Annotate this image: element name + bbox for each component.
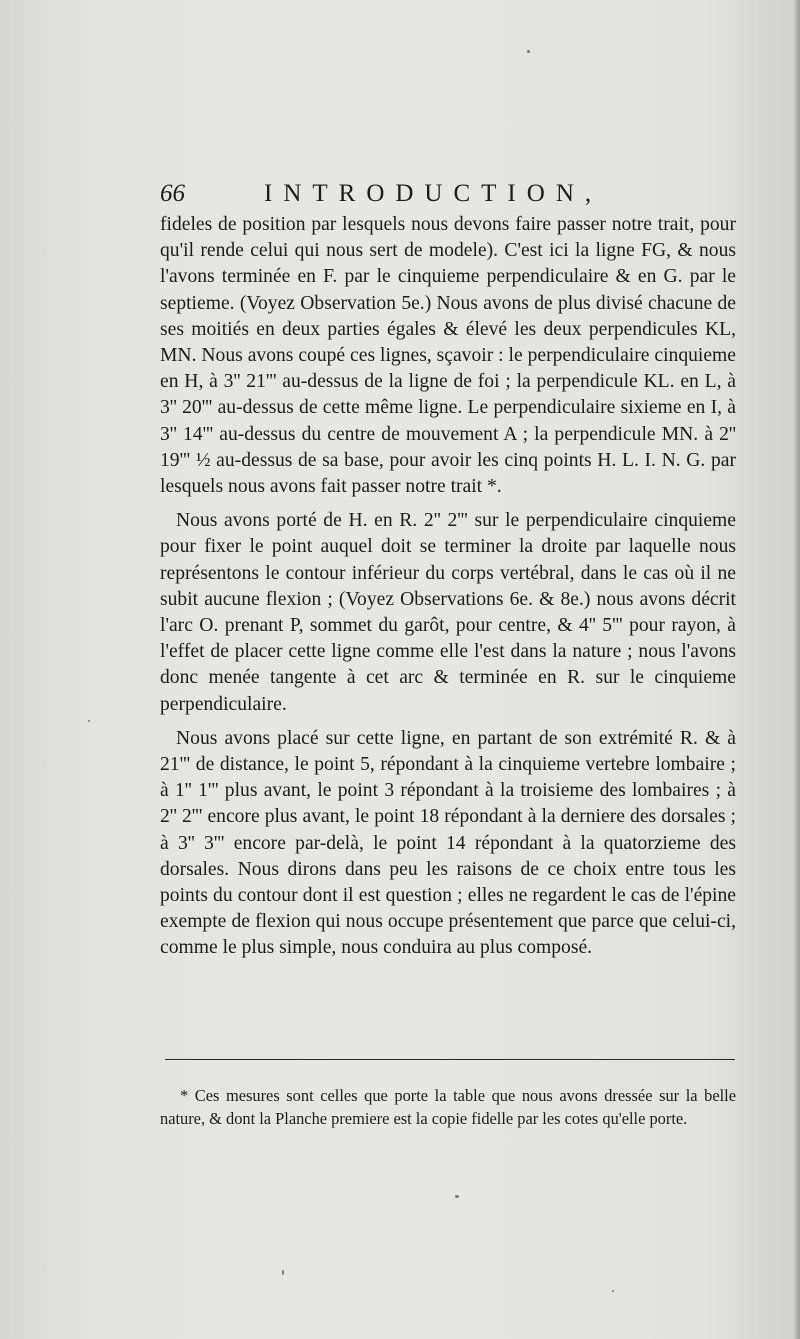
page-number: 66 [160, 180, 185, 207]
body-text [160, 212, 736, 970]
page-header [160, 172, 740, 212]
paragraph-1: fideles de position par lesquels nous devons faire passer notre trait, pour qu'il rende celui qui nous sert de modele). C'est ici la ligne FG, & nous l'avons terminée en F. par le cinquieme perpendiculaire & en G. par le septieme. (Voyez Observation 5e.) Nous avons de plus divisé chacune de ses moitiés en deux parties égales & élevé les deux perpendicules KL, MN. Nous avons coupé ces lignes, sçavoir : le perpendiculaire cinquieme en H, à 3'' 21''' au-dessus de la ligne de foi ; la perpendicule KL. en L, à 3'' 20''' au-dessus de cette même ligne. Le perpendiculaire sixieme en I, à 3'' 14''' au-dessus du centre de mouvement A ; la perpendicule MN. à 2'' 19''' ½ au-dessus de sa base, pour avoir les cinq points H. L. I. N. G. par lesquels nous avons fait passer notre trait *. [160, 214, 736, 498]
paragraph-3: Nous avons placé sur cette ligne, en partant de son extrémité R. & à 21''' de distance, le point 5, répondant à la cinquieme vertebre lombaire ; à 1'' 1''' plus avant, le point 3 répondant à la troisieme des lombaires ; à 2'' 2''' encore plus avant, le point 18 répondant à la derniere des dorsales ; à 3'' 3''' encore par-delà, le point 14 répondant à la quatorzieme des dorsales. Nous dirons dans peu les raisons de ce choix entre tous les points du contour dont il est question ; elles ne regardent le cas de l'épine exempte de flexion qui nous occupe présentement que parce que celui-ci, comme le plus simple, nous conduira au plus composé. [160, 727, 736, 959]
page-edge-shadow [794, 0, 800, 1339]
running-title: INTRODUCTION, [264, 180, 603, 207]
footnote-rule [165, 1059, 735, 1060]
footnote: * Ces mesures sont celles que porte la table que nous avons dressée sur la belle nature, & dont la Planche premiere est la copie fidelle par les cotes qu'elle porte. [160, 1086, 736, 1129]
paragraph-2: Nous avons porté de H. en R. 2'' 2''' sur le perpendiculaire cinquieme pour fixer le point auquel doit se terminer la droite par laquelle nous représentons le contour inférieur du corps vertébral, dans le cas où il ne subit aucune flexion ; (Voyez Observations 6e. & 8e.) nous avons décrit l'arc O. prenant P, sommet du garôt, pour centre, & 4'' 5''' pour rayon, à l'effet de placer cette ligne comme elle l'est dans la nature ; nous l'avons donc menée tangente à cet arc & terminée en R. sur le cinquieme perpendiculaire. [160, 510, 736, 715]
